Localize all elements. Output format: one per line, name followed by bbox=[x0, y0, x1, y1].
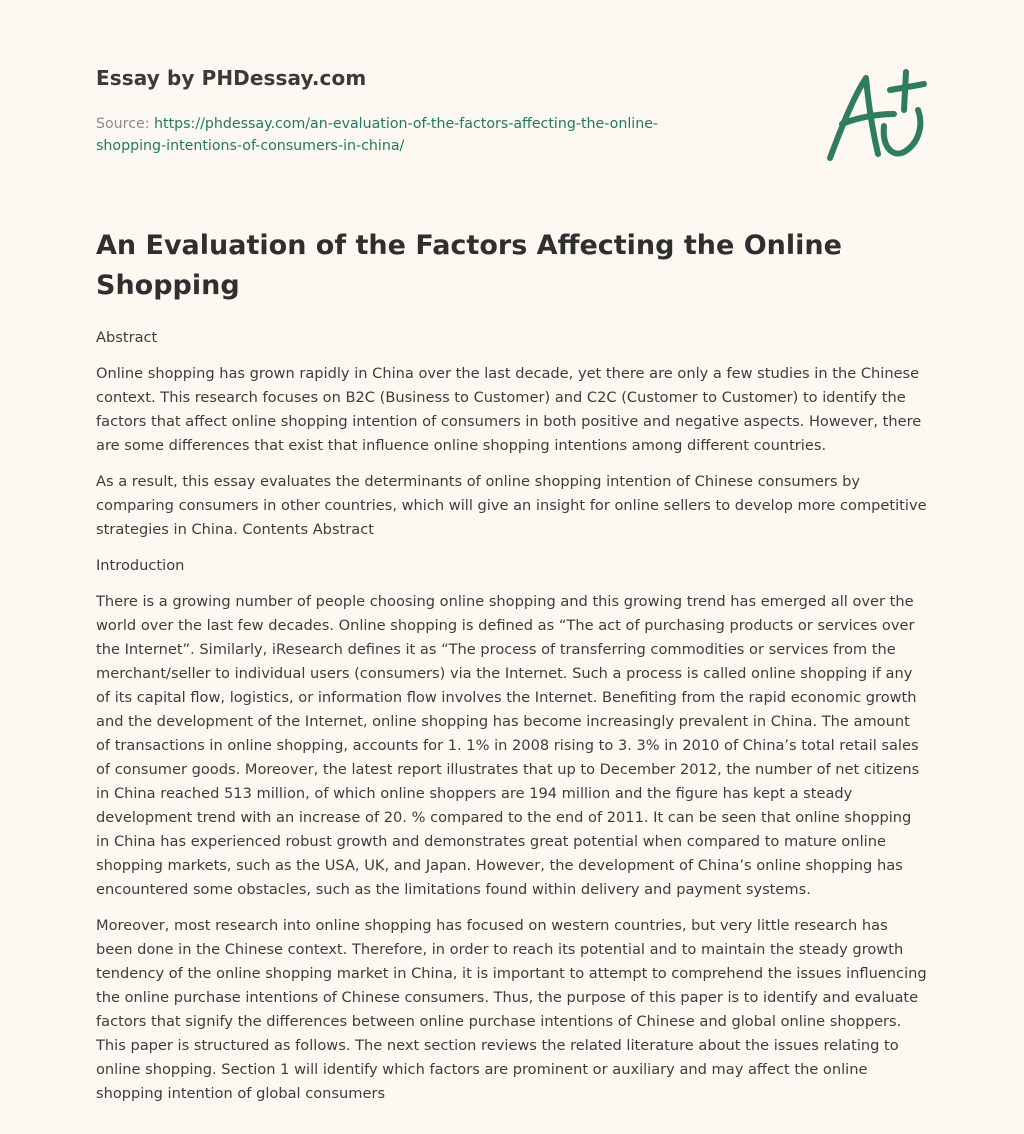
abstract-heading: Abstract bbox=[96, 329, 158, 346]
source-link-line-1: https://phdessay.com/an-evaluation-of-the-factors-affecting-the-online- bbox=[154, 116, 659, 132]
article-body bbox=[96, 326, 928, 1118]
source-label: Source: bbox=[96, 116, 150, 132]
source-link[interactable] bbox=[96, 116, 658, 154]
source-link-line-2: shopping-intentions-of-consumers-in-china/ bbox=[96, 138, 405, 154]
paragraph: Moreover, most research into online shopping has focused on western countries, but very little research has been done in the Chinese context. Therefore, in order to reach its potential and to maintain the steady growth tendency of the online shopping market in China, it is important to attempt to comprehend the issues influencing the online purchase intentions of Chinese consumers. Thus, the purpose of this paper is to identify and evaluate factors that signify the differences between online purchase intentions of Chinese and global online shoppers. This paper is structured as follows. The next section reviews the related literature about the issues relating to online shopping. Section 1 will identify which factors are prominent or auxiliary and may affect the online shopping intention of global consumers bbox=[96, 917, 927, 1102]
source-line bbox=[96, 113, 736, 157]
a-plus-logo-icon bbox=[820, 66, 930, 166]
paragraph: There is a growing number of people choosing online shopping and this growing trend has emerged all over the world over the last few decades. Online shopping is defined as “The act of purchasing products or services over the Internet”. Similarly, iResearch defines it as “The process of transferring commodities or services from the merchant/seller to individual users (consumers) via the Internet. Such a process is called online shopping if any of its capital flow, logistics, or information flow involves the Internet. Benefiting from the rapid economic growth and the development of the Internet, online shopping has become increasingly prevalent in China. The amount of transactions in online shopping, accounts for 1. 1% in 2008 rising to 3. 3% in 2010 of China’s total retail sales of consumer goods. Moreover, the latest report illustrates that up to December 2012, the number of net citizens in China reached 513 million, of which online shoppers are 194 million and the figure has kept a steady development trend with an increase of 20. % compared to the end of 2011. It can be seen that online shopping in China has experienced robust growth and demonstrates great potential when compared to mature online shopping markets, such as the USA, UK, and Japan. However, the development of China’s online shopping has encountered some obstacles, such as the limitations found within delivery and payment systems. bbox=[96, 593, 920, 898]
paragraph: Online shopping has grown rapidly in China over the last decade, yet there are only a few studies in the Chinese context. This research focuses on B2C (Business to Customer) and C2C (Customer to Customer) to identify the factors that affect online shopping intention of consumers in both positive and negative aspects. However, there are some differences that exist that influence online shopping intentions among different countries. bbox=[96, 365, 922, 454]
article-title: An Evaluation of the Factors Affecting the Online Shopping bbox=[96, 230, 842, 301]
paragraph: As a result, this essay evaluates the determinants of online shopping intention of Chinese consumers by comparing consumers in other countries, which will give an insight for online sellers to develop more competitive strategies in China. Contents Abstract bbox=[96, 473, 927, 538]
introduction-heading: Introduction bbox=[96, 557, 185, 574]
site-brand[interactable]: Essay by PHDessay.com bbox=[96, 66, 367, 90]
